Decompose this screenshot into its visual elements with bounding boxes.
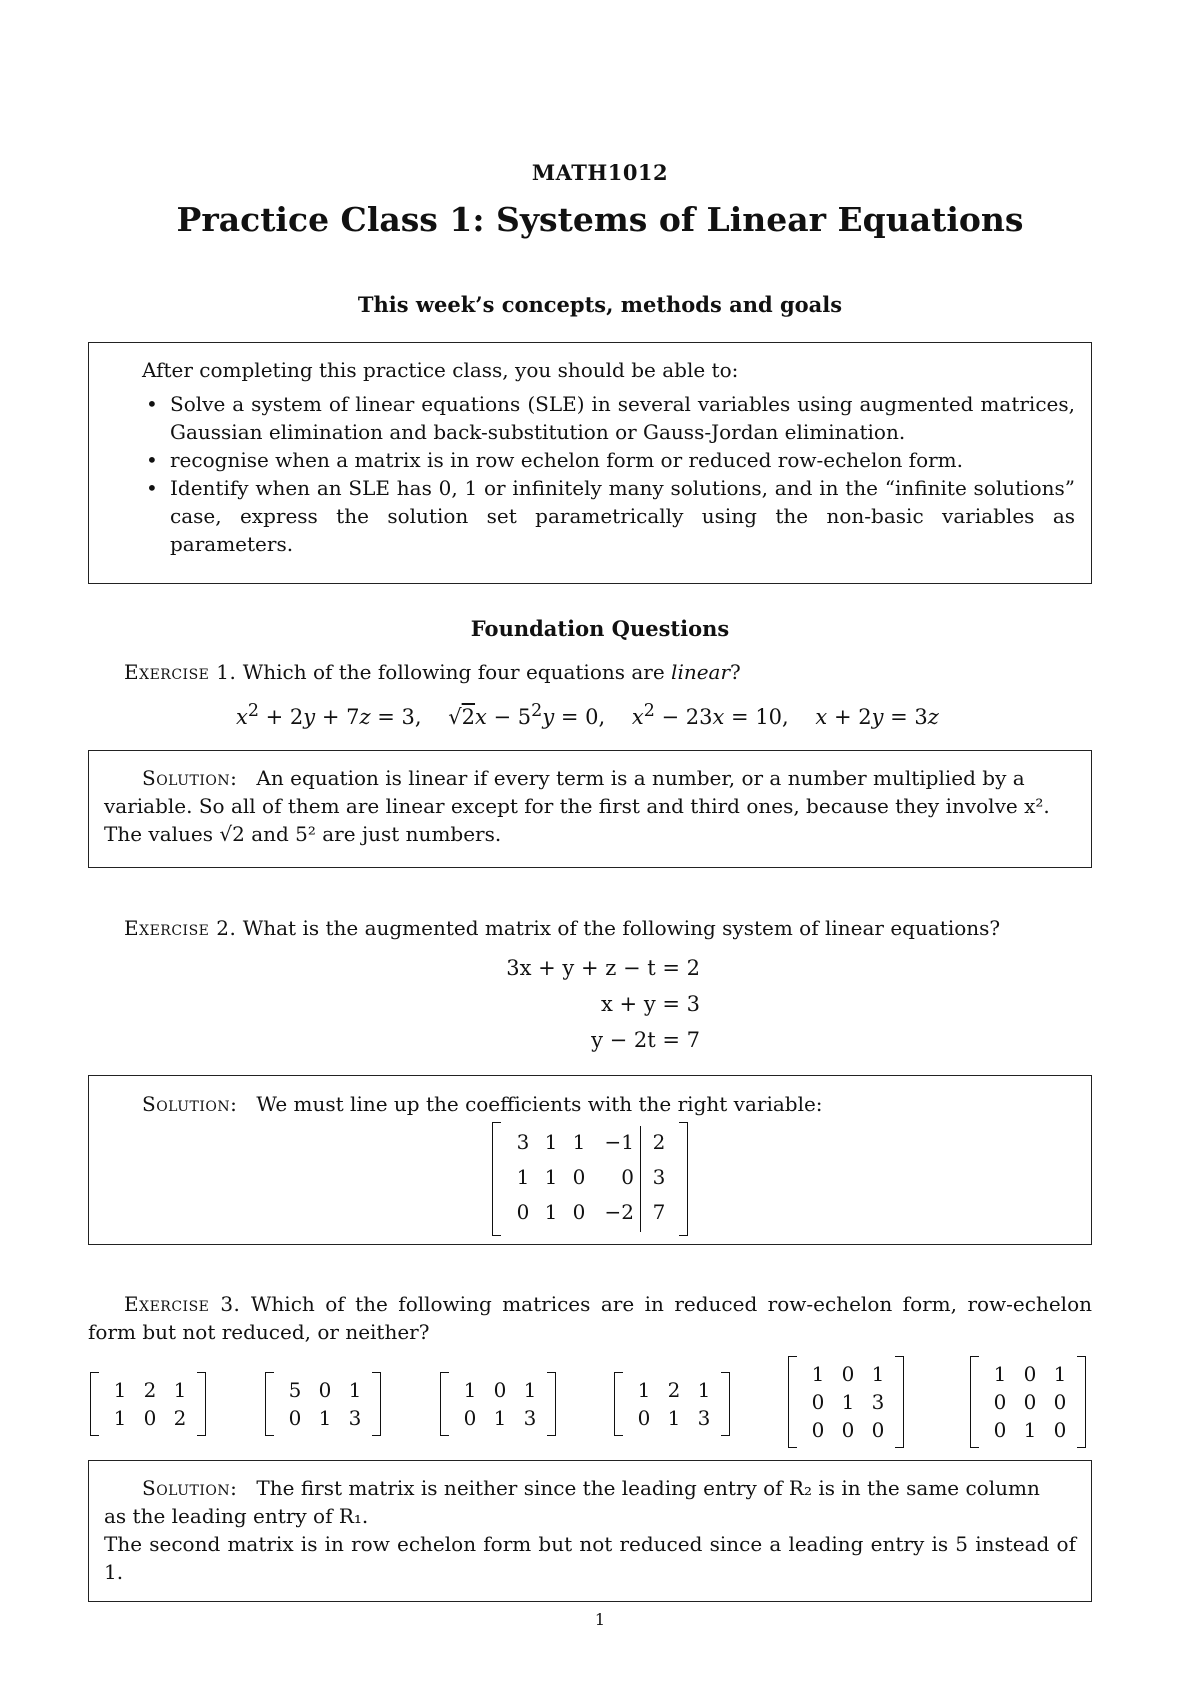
exercise2-solution-line — [142, 1090, 823, 1118]
matrix-entry: 1 — [637, 1378, 651, 1402]
exercise3-label: Exercise 3. — [124, 1292, 241, 1316]
left-bracket — [614, 1372, 623, 1436]
section-heading: Foundation Questions — [470, 616, 730, 641]
solution-text: The second matrix is in row echelon form but not reduced since a leading entry is 5 instead of 1. — [104, 1532, 1076, 1584]
left-bracket — [970, 1356, 979, 1448]
matrix-entry: 0 — [318, 1378, 332, 1402]
solution-text: The first matrix is neither since the leading entry of R₂ is in the same column — [256, 1476, 1040, 1500]
exercise3-text: Which of the following matrices are in reduced row-echelon form, row-echelon form but not reduced, or neither? — [88, 1292, 1092, 1344]
matrix — [970, 1356, 1086, 1448]
matrix-entry: 1 — [871, 1362, 885, 1386]
matrix-entry: 0 — [637, 1406, 651, 1430]
left-bracket — [265, 1372, 274, 1436]
goal-item: • Identify when an SLE has 0, 1 or infinitely many solutions, and in the “infinite solutions” case, express the solution set parametrically using the non-basic variables as parameters. — [170, 474, 1075, 558]
matrix-entry: 7 — [652, 1200, 666, 1224]
matrix-entry: 0 — [463, 1406, 477, 1430]
matrix-entry: 2 — [667, 1378, 681, 1402]
matrix-entry: 0 — [811, 1390, 825, 1414]
matrix-entry: 1 — [811, 1362, 825, 1386]
matrix-entry: 5 — [288, 1378, 302, 1402]
matrix-entry: 1 — [113, 1378, 127, 1402]
left-bracket — [90, 1372, 99, 1436]
exercise1-equations: $x^2 + 2y + 7z = 3$, $√2x - 5^2y = 0$, $x^2 - 23x = 10$, x + 2y = 3z — [236, 701, 939, 729]
matrix-entry: 1 — [318, 1406, 332, 1430]
matrix-entry: 1 — [523, 1378, 537, 1402]
matrix-entry: 0 — [993, 1390, 1007, 1414]
matrix-entry: 0 — [1023, 1390, 1037, 1414]
matrix-entry: 0 — [143, 1406, 157, 1430]
right-bracket — [721, 1372, 730, 1436]
left-bracket — [788, 1356, 797, 1448]
equation-system — [400, 950, 700, 1058]
matrix-entry: 3 — [871, 1390, 885, 1414]
solution-text: The values √2 and 5² are just numbers. — [104, 822, 502, 846]
matrix-entry: 0 — [1053, 1390, 1067, 1414]
matrix-entry: 1 — [493, 1406, 507, 1430]
exercise2-question — [124, 914, 1000, 942]
exercise1-question — [124, 658, 741, 686]
matrix-entry: 3 — [516, 1130, 530, 1154]
matrix-entry: −2 — [604, 1200, 634, 1224]
matrix-entry: 0 — [572, 1165, 586, 1189]
matrix-entry: 0 — [621, 1165, 634, 1189]
matrix-entry: 0 — [871, 1418, 885, 1442]
matrix-entry: 1 — [516, 1165, 530, 1189]
right-bracket — [197, 1372, 206, 1436]
goal-item: • recognise when a matrix is in row echelon form or reduced row-echelon form. — [170, 446, 1075, 474]
solution-text: An equation is linear if every term is a number, or a number multiplied by a — [256, 766, 1025, 790]
exercise2-label: Exercise 2. — [124, 916, 237, 940]
page-title: Practice Class 1: Systems of Linear Equations — [176, 200, 1024, 239]
matrix-entry: 2 — [143, 1378, 157, 1402]
matrix-entry: −1 — [604, 1130, 634, 1154]
exercise1-text: Which of the following four equations are — [242, 660, 672, 684]
equation: x + y = 3 — [601, 992, 700, 1016]
augment-divider — [640, 1126, 641, 1232]
matrix — [614, 1372, 730, 1436]
matrix-entry: 1 — [1023, 1418, 1037, 1442]
matrix — [90, 1372, 206, 1436]
solution-text: variable. So all of them are linear except for the first and third ones, because they involve x². — [104, 794, 1050, 818]
goals-heading: This week’s concepts, methods and goals — [357, 292, 843, 317]
matrix-entry: 1 — [113, 1406, 127, 1430]
exercise2-text: What is the augmented matrix of the following system of linear equations? — [242, 916, 1001, 940]
matrix-entry: 1 — [544, 1130, 558, 1154]
matrix — [440, 1372, 556, 1436]
matrix-entry: 3 — [697, 1406, 711, 1430]
solution-label: Solution: — [142, 1092, 238, 1116]
matrix-entry: 1 — [667, 1406, 681, 1430]
matrix-entry: 3 — [652, 1165, 666, 1189]
matrix-entry: 1 — [348, 1378, 362, 1402]
matrix — [265, 1372, 381, 1436]
matrix-entry: 1 — [463, 1378, 477, 1402]
matrix-entry: 0 — [841, 1362, 855, 1386]
augmented-matrix — [492, 1122, 688, 1236]
right-bracket — [547, 1372, 556, 1436]
matrix-entry: 0 — [811, 1418, 825, 1442]
matrix-entry: 1 — [993, 1362, 1007, 1386]
matrix-entry: 0 — [493, 1378, 507, 1402]
exercise3-question — [88, 1290, 1092, 1346]
right-bracket — [1077, 1356, 1086, 1448]
exercise1-solution-line — [142, 764, 1025, 792]
matrix-entry: 1 — [572, 1130, 586, 1154]
left-bracket — [440, 1372, 449, 1436]
matrix-entry: 1 — [544, 1165, 558, 1189]
matrix-entry: 1 — [544, 1200, 558, 1224]
course-code: MATH1012 — [531, 160, 669, 185]
exercise1-emphasis: linear — [671, 660, 731, 684]
matrix-entry: 0 — [288, 1406, 302, 1430]
matrix-entry: 1 — [841, 1390, 855, 1414]
matrix-entry: 0 — [993, 1418, 1007, 1442]
matrix-entry: 0 — [572, 1200, 586, 1224]
matrix-entry: 2 — [652, 1130, 666, 1154]
page-number: 1 — [594, 1610, 606, 1629]
matrix-entry: 1 — [697, 1378, 711, 1402]
matrix-entry: 0 — [1023, 1362, 1037, 1386]
matrix-entry: 2 — [173, 1406, 187, 1430]
solution-text: as the leading entry of R₁. — [104, 1504, 369, 1528]
equation: 3x + y + z − t = 2 — [506, 956, 700, 980]
goals-intro: After completing this practice class, you should be able to: — [142, 358, 739, 382]
matrix-entry: 1 — [173, 1378, 187, 1402]
solution-label: Solution: — [142, 1476, 238, 1500]
equation: y − 2t = 7 — [591, 1028, 700, 1052]
right-bracket — [895, 1356, 904, 1448]
matrix-entry: 0 — [1053, 1418, 1067, 1442]
matrix-entry: 0 — [841, 1418, 855, 1442]
solution-label: Solution: — [142, 766, 238, 790]
exercise1-label: Exercise 1. — [124, 660, 237, 684]
solution-text: We must line up the coefficients with the right variable: — [256, 1092, 823, 1116]
matrix-entry: 3 — [348, 1406, 362, 1430]
matrix-entry: 3 — [523, 1406, 537, 1430]
goal-item: • Solve a system of linear equations (SLE) in several variables using augmented matrices, Gaussian elimination and back-substitution or Gauss-Jordan elimination. — [170, 390, 1075, 446]
exercise3-solution-line — [142, 1474, 1040, 1502]
matrix — [788, 1356, 904, 1448]
goals-list — [170, 390, 1075, 558]
exercise1-qmark: ? — [730, 660, 741, 684]
matrix-entry: 0 — [516, 1200, 530, 1224]
matrix-entry: 1 — [1053, 1362, 1067, 1386]
right-bracket — [372, 1372, 381, 1436]
